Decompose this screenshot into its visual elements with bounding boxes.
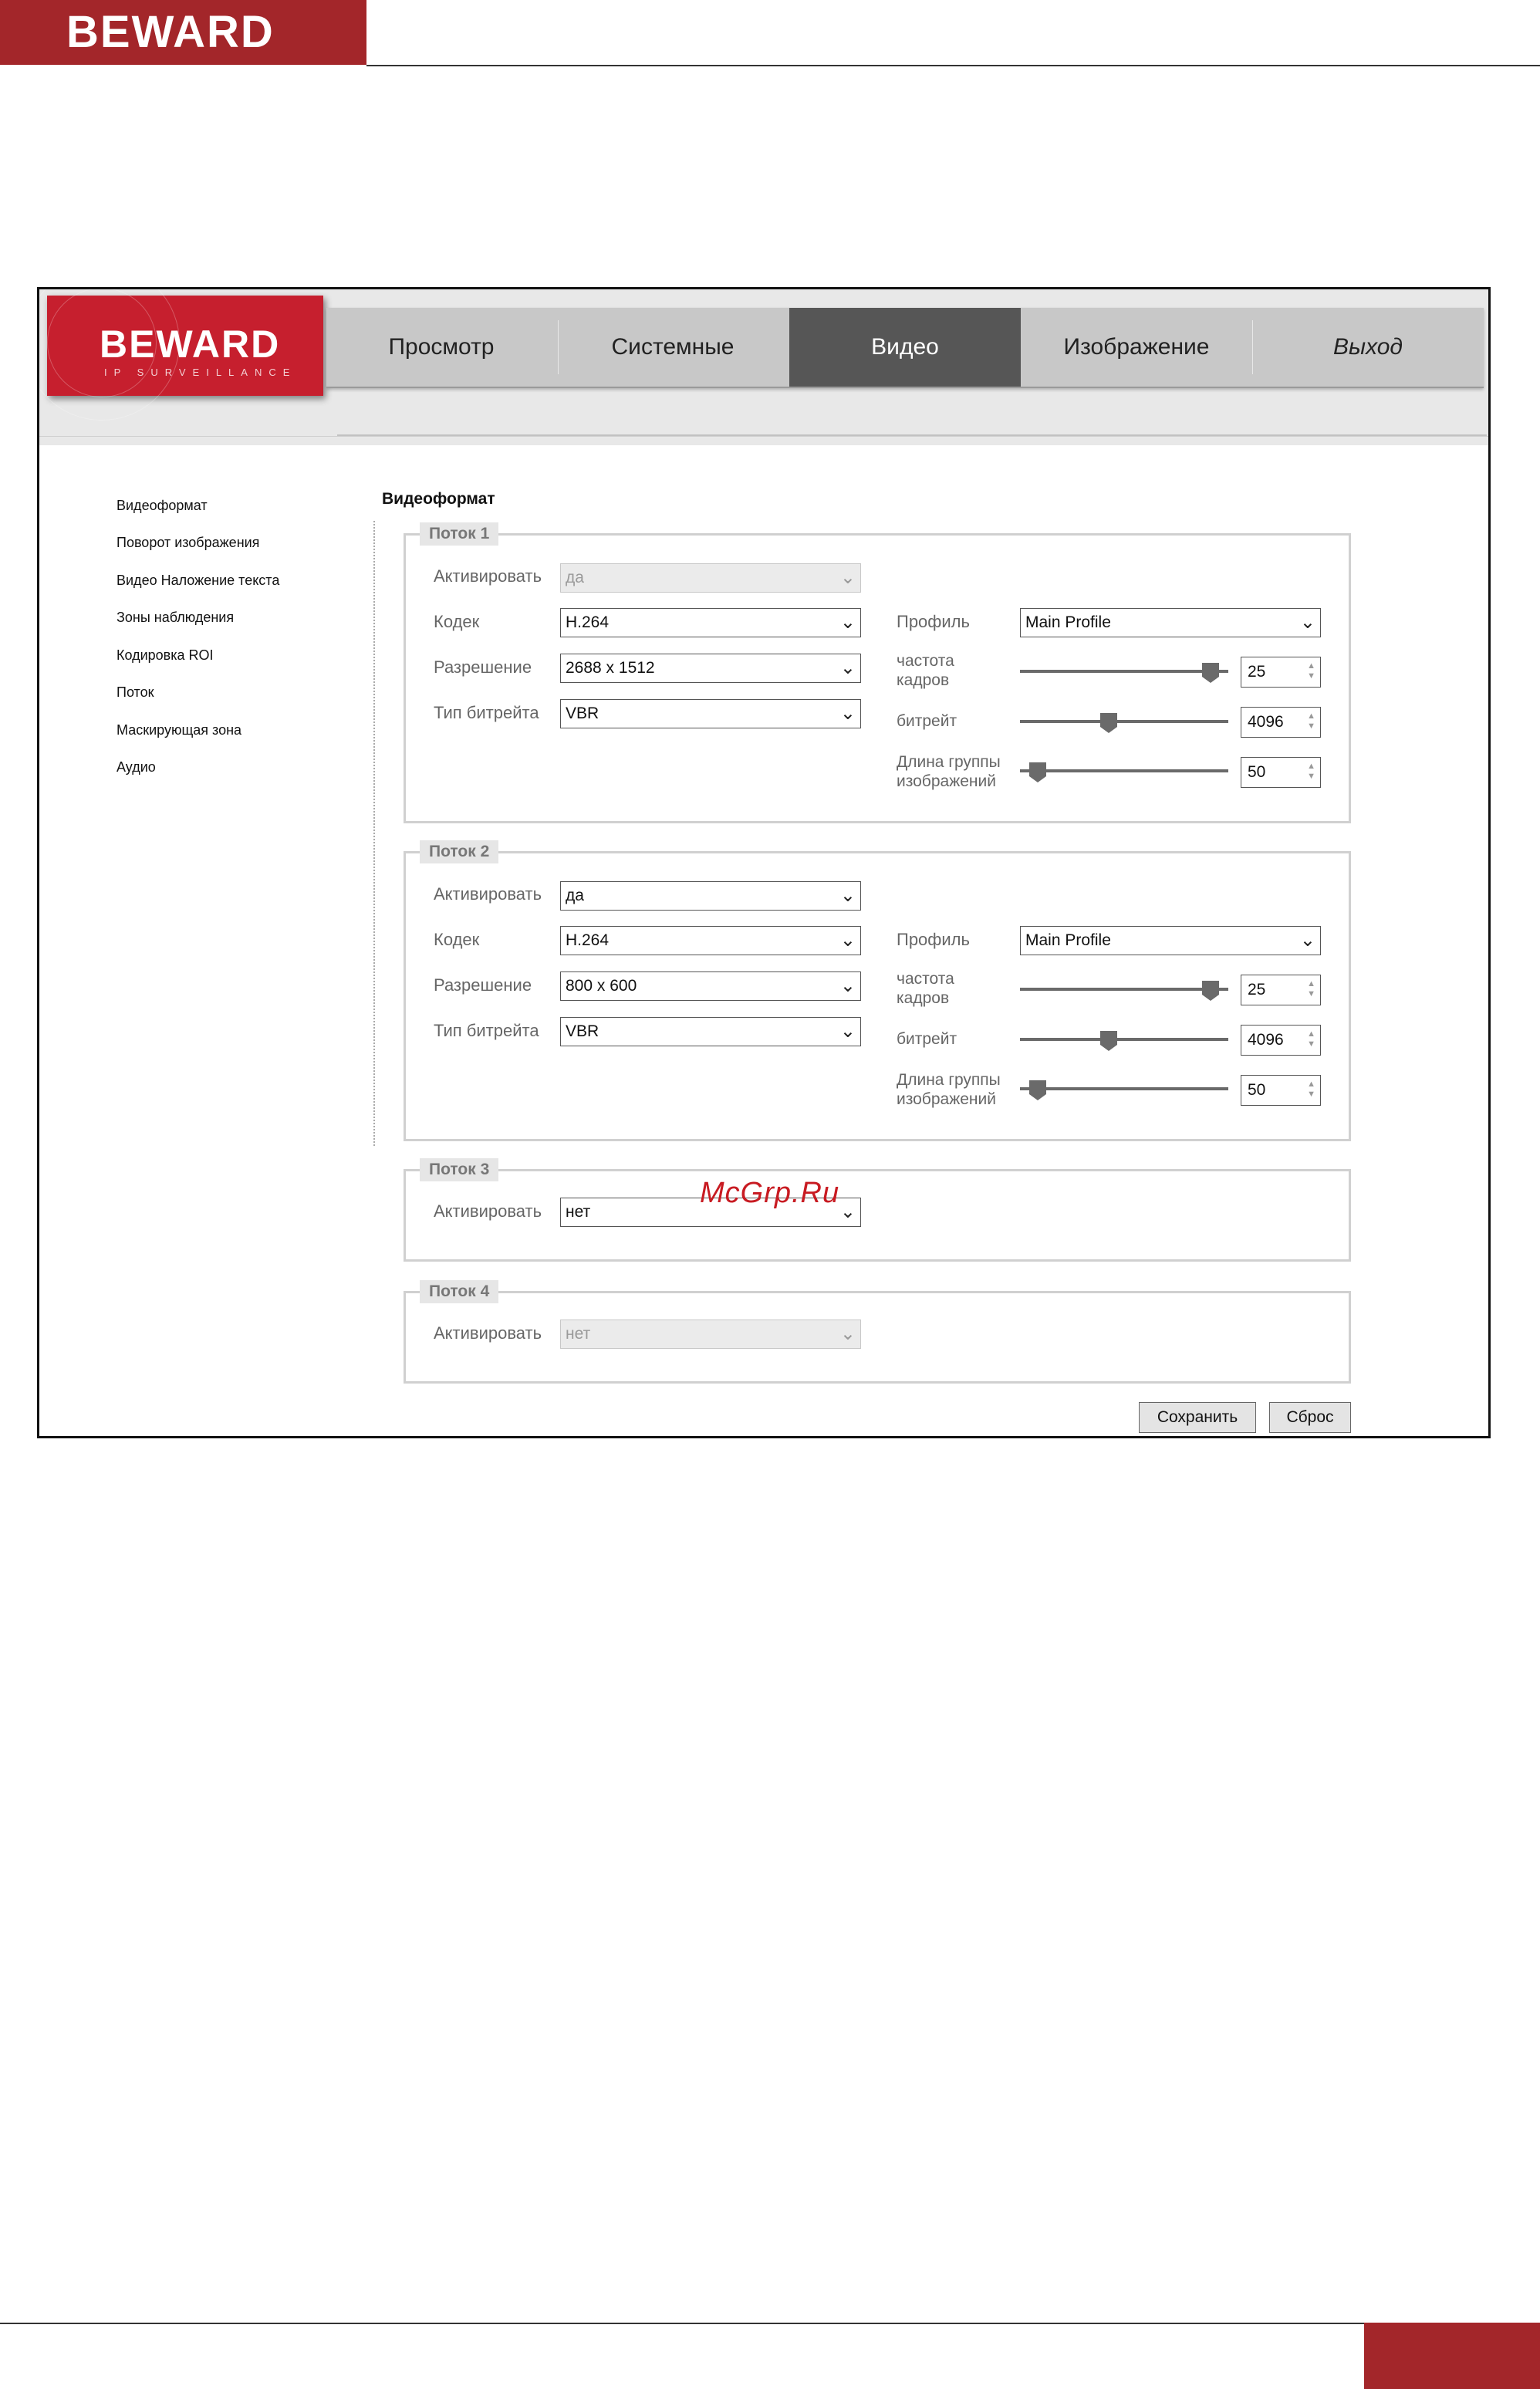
bitrate-slider-handle[interactable]	[1100, 1031, 1117, 1045]
header-divider	[39, 436, 1488, 437]
chevron-down-icon: ⌄	[839, 930, 856, 951]
framerate-slider[interactable]	[1020, 670, 1228, 673]
app-logo-tagline: IP SURVEILLANCE	[104, 367, 297, 378]
bitrate-label: битрейт	[897, 1030, 957, 1048]
app-logo[interactable]	[47, 296, 323, 396]
activate-select	[560, 563, 861, 593]
chevron-down-icon: ⌄	[839, 703, 856, 724]
framerate-label-line1: частота	[897, 652, 954, 670]
spinner-arrows-icon[interactable]: ▲ ▼	[1307, 711, 1315, 731]
spinner-arrows-icon[interactable]: ▲ ▼	[1307, 661, 1315, 681]
profile-select[interactable]	[1020, 926, 1321, 955]
document-brand-logo: BEWARD	[66, 7, 275, 57]
page-title: Видеоформат	[382, 490, 495, 508]
activate-value: да	[566, 569, 584, 586]
bitrate-label: битрейт	[897, 712, 957, 730]
framerate-label-line1: частота	[897, 970, 954, 988]
gop-input[interactable]	[1241, 757, 1321, 788]
profile-label: Профиль	[897, 612, 970, 631]
gop-value: 50	[1248, 763, 1266, 781]
chevron-down-icon: ⌄	[839, 567, 856, 588]
bitrate-type-label: Тип битрейта	[434, 703, 539, 722]
gop-slider-handle[interactable]	[1029, 762, 1046, 776]
resolution-label: Разрешение	[434, 975, 532, 995]
codec-label: Кодек	[434, 612, 480, 631]
codec-select[interactable]	[560, 926, 861, 955]
document-header-rule	[366, 65, 1540, 66]
stream-4-panel	[404, 1282, 1351, 1384]
sidebar-item-privacy-mask[interactable]: Маскирующая зона	[117, 722, 242, 738]
stream-2-panel	[404, 843, 1351, 1141]
tab-system[interactable]: Системные	[611, 334, 735, 360]
codec-value: H.264	[566, 931, 610, 949]
gop-label-line2: изображений	[897, 1090, 996, 1108]
resolution-select[interactable]	[560, 971, 861, 1001]
framerate-label	[897, 969, 954, 1008]
bitrate-input[interactable]	[1241, 707, 1321, 738]
chevron-down-icon: ⌄	[839, 885, 856, 906]
bitrate-type-select[interactable]	[560, 699, 861, 728]
save-button[interactable]: Сохранить	[1139, 1402, 1256, 1433]
sidebar-item-surveillance-zones[interactable]: Зоны наблюдения	[117, 610, 235, 625]
app-logo-brand: BEWARD	[100, 323, 281, 366]
activate-label: Активировать	[434, 566, 542, 586]
bitrate-type-value: VBR	[566, 705, 599, 722]
bitrate-value: 4096	[1248, 1031, 1284, 1049]
gop-slider-handle[interactable]	[1029, 1080, 1046, 1094]
stream-3-legend: Поток 3	[420, 1158, 498, 1181]
bitrate-slider-handle[interactable]	[1100, 713, 1117, 727]
activate-label: Активировать	[434, 1201, 542, 1221]
chevron-down-icon: ⌄	[839, 1323, 856, 1344]
resolution-value: 800 x 600	[566, 977, 637, 995]
gop-label-line2: изображений	[897, 772, 996, 790]
tab-exit[interactable]: Выход	[1332, 334, 1403, 360]
bitrate-slider[interactable]	[1020, 1038, 1228, 1041]
profile-select[interactable]	[1020, 608, 1321, 637]
framerate-slider-handle[interactable]	[1202, 981, 1219, 995]
stream-1-legend: Поток 1	[420, 522, 498, 546]
framerate-label	[897, 651, 954, 690]
gop-label	[897, 752, 1001, 791]
main-navigation	[326, 308, 1484, 388]
gop-slider[interactable]	[1020, 1087, 1228, 1090]
framerate-input[interactable]	[1241, 657, 1321, 688]
subnav-line	[337, 434, 1487, 436]
watermark: McGrp.Ru	[700, 1177, 840, 1209]
chevron-down-icon: ⌄	[839, 612, 856, 633]
sidebar-item-stream[interactable]: Поток	[117, 684, 154, 700]
chevron-down-icon: ⌄	[1299, 930, 1315, 951]
codec-label: Кодек	[434, 930, 480, 949]
spinner-arrows-icon[interactable]: ▲ ▼	[1307, 1080, 1315, 1099]
framerate-slider-handle[interactable]	[1202, 663, 1219, 677]
reset-button[interactable]: Сброс	[1269, 1402, 1351, 1433]
profile-value: Main Profile	[1025, 613, 1111, 631]
bitrate-input[interactable]	[1241, 1025, 1321, 1056]
activate-label: Активировать	[434, 884, 542, 904]
activate-value: нет	[566, 1325, 591, 1343]
stream-1-panel	[404, 525, 1351, 823]
gop-label	[897, 1070, 1001, 1109]
chevron-down-icon: ⌄	[1299, 612, 1315, 633]
spinner-arrows-icon[interactable]: ▲ ▼	[1307, 979, 1315, 999]
chevron-down-icon: ⌄	[839, 1021, 856, 1042]
activate-value: нет	[566, 1203, 591, 1221]
framerate-label-line2: кадров	[897, 671, 950, 689]
sidebar-item-roi[interactable]: Кодировка ROI	[117, 647, 214, 663]
bitrate-type-select[interactable]	[560, 1017, 861, 1046]
activate-select[interactable]	[560, 881, 861, 911]
codec-value: H.264	[566, 613, 610, 631]
gop-label-line1: Длина группы	[897, 1071, 1001, 1089]
bitrate-type-label: Тип битрейта	[434, 1021, 539, 1040]
gop-label-line1: Длина группы	[897, 753, 1001, 771]
profile-value: Main Profile	[1025, 931, 1111, 949]
chevron-down-icon: ⌄	[839, 975, 856, 996]
tab-video[interactable]: Видео	[789, 308, 1021, 387]
gop-slider[interactable]	[1020, 769, 1228, 772]
document-footer-block	[1364, 2323, 1540, 2389]
gop-value: 50	[1248, 1081, 1266, 1099]
framerate-label-line2: кадров	[897, 989, 950, 1007]
bitrate-slider[interactable]	[1020, 720, 1228, 723]
activate-select	[560, 1320, 861, 1349]
activate-label: Активировать	[434, 1323, 542, 1343]
bitrate-type-value: VBR	[566, 1022, 599, 1040]
document-header-logo	[0, 0, 366, 65]
profile-label: Профиль	[897, 930, 970, 949]
stream-4-legend: Поток 4	[420, 1280, 498, 1303]
resolution-label: Разрешение	[434, 657, 532, 677]
app-window	[37, 287, 1491, 1438]
chevron-down-icon: ⌄	[839, 1201, 856, 1222]
sidebar-item-rotation[interactable]: Поворот изображения	[117, 535, 260, 550]
stream-3-panel	[404, 1161, 1351, 1262]
codec-select[interactable]	[560, 608, 861, 637]
tab-preview[interactable]: Просмотр	[388, 334, 495, 360]
tab-image[interactable]: Изображение	[1063, 334, 1210, 360]
activate-value: да	[566, 887, 584, 904]
sidebar-divider	[373, 521, 375, 1146]
framerate-slider[interactable]	[1020, 988, 1228, 991]
stream-2-legend: Поток 2	[420, 840, 498, 863]
resolution-select[interactable]	[560, 654, 861, 683]
document-footer-rule	[0, 2323, 1364, 2324]
sidebar-item-text-overlay[interactable]: Видео Наложение текста	[117, 573, 280, 588]
framerate-input[interactable]	[1241, 975, 1321, 1005]
bitrate-value: 4096	[1248, 713, 1284, 731]
spinner-arrows-icon[interactable]: ▲ ▼	[1307, 762, 1315, 781]
spinner-arrows-icon[interactable]: ▲ ▼	[1307, 1029, 1315, 1049]
sidebar-item-audio[interactable]: Аудио	[117, 759, 156, 775]
gop-input[interactable]	[1241, 1075, 1321, 1106]
framerate-value: 25	[1248, 981, 1266, 999]
sidebar-item-videoformat[interactable]: Видеоформат	[117, 498, 208, 513]
resolution-value: 2688 x 1512	[566, 659, 655, 677]
chevron-down-icon: ⌄	[839, 657, 856, 678]
framerate-value: 25	[1248, 663, 1266, 681]
